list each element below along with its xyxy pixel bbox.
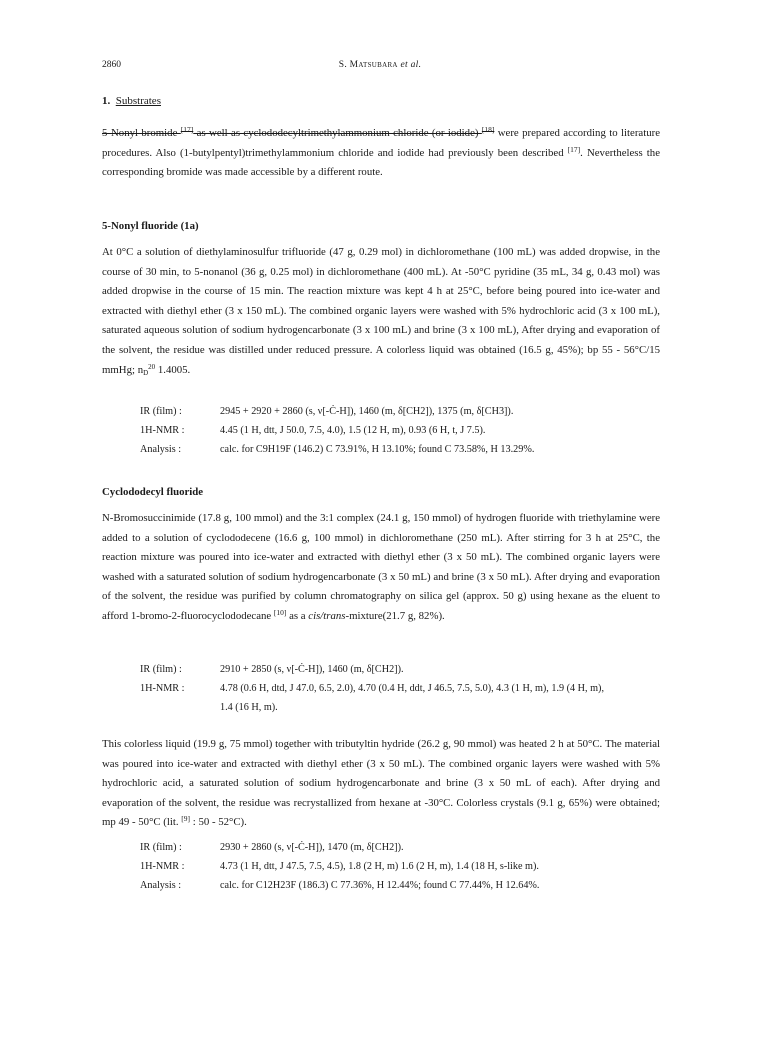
citation: [10]: [273, 607, 287, 617]
running-header: [102, 60, 658, 74]
ir-row: IR (film) : 2930 + 2860 (s, ν[-Ċ-H]), 1470 (m, δ[CH2]).: [140, 842, 404, 853]
analysis-row: Analysis : calc. for C12H23F (186.3) C 77.36%, H 12.44%; found C 77.44%, H 12.64%.: [140, 880, 540, 891]
compound-heading: Cyclododecyl fluoride: [102, 486, 204, 498]
analysis-row: Analysis : calc. for C9H19F (146.2) C 73.91%, H 13.10%; found C 73.58%, H 13.29%.: [140, 444, 535, 455]
section-heading: 1. Substrates: [102, 95, 161, 107]
citation: [17]: [567, 144, 581, 154]
compound-heading: 5-Nonyl fluoride (1a): [102, 220, 199, 232]
spectral-data: [140, 660, 660, 717]
ir-row: IR (film) : 2945 + 2920 + 2860 (s, ν[-Ċ-H]), 1460 (m, δ[CH2]), 1375 (m, δ[CH3]).: [140, 406, 514, 417]
intro-paragraph: 5-Nonyl bromide [17] as well as cyclododecyltrimethylammonium chloride (or iodide) [18] were prepared according to literature procedures. Also (1-butylpentyl)trimethylammonium chloride and iodide had previously been described [17]. Nevertheless the corresponding bromide was made accessible by a different route.: [102, 125, 660, 179]
citation: [18]: [481, 125, 495, 134]
procedure-paragraph: N-Bromosuccinimide (17.8 g, 100 mmol) and the 3:1 complex (24.1 g, 150 mmol) of hydrogen fluoride with triethylamine were added to a solution of cyclododecene (16.6 g, 100 mmol) in dichloromethane (250 mL). After stirring for 3 h at 25°C, the reaction mixture was poured into ice-water and extracted with diethyl ether (3 x 50 mL). The combined organic layers were washed with a saturated solution of sodium hydrogencarbonate (3 x 50 mL) and brine (3 x 50 mL). After drying and evaporation of the solvent, the residue was purified by column chromatography on silica gel (approx. 50 g) using hexane as the eluent to afford 1-bromo-2-fluorocyclododecane [10] as a cis/trans-mixture(21.7 g, 82%).: [102, 512, 660, 622]
nmr-continuation: 1.4 (16 H, m).: [220, 702, 278, 713]
nmr-row: 1H-NMR : 4.45 (1 H, dtt, J 50.0, 7.5, 4.0), 1.5 (12 H, m), 0.93 (6 H, t, J 7.5).: [140, 425, 486, 436]
citation: [9]: [181, 814, 191, 824]
section-title: Substrates: [115, 95, 161, 107]
procedure-paragraph: This colorless liquid (19.9 g, 75 mmol) together with tributyltin hydride (26.2 g, 90 mmol) was heated 2 h at 50°C. The material was poured into ice-water and extracted with diethyl ether (3 x 50 mL). The combined organic layers were washed with 5% hydrochloric acid, a saturated solution of sodium hydrogencarbonate and brine (3 x 50 mL of each). After drying and evaporation of the solvent, the residue was recrystallized from hexane at -30°C. Colorless crystals (9.1 g, 65%) were obtained; mp 49 - 50°C (lit. [9] : 50 - 52°C).: [102, 738, 660, 829]
nmr-row: 1H-NMR : 4.78 (0.6 H, dtd, J 47.0, 6.5, 2.0), 4.70 (0.4 H, ddt, J 46.5, 7.5, 5.0), 4.3 (1 H, m), 1.9 (4 H, m),: [140, 683, 604, 694]
running-authors: S. Matsubara et al.: [338, 60, 422, 70]
ir-row: IR (film) : 2910 + 2850 (s, ν[-Ċ-H]), 1460 (m, δ[CH2]).: [140, 664, 404, 675]
nmr-row: 1H-NMR : 4.73 (1 H, dtt, J 47.5, 7.5, 4.5), 1.8 (2 H, m) 1.6 (2 H, m), 1.4 (18 H, s-like m).: [140, 861, 539, 872]
page-number: 2860: [102, 60, 121, 70]
procedure-paragraph: At 0°C a solution of diethylaminosulfur trifluoride (47 g, 0.29 mol) in dichloromethane (100 mL) was added dropwise, in the course of 30 min, to 5-nonanol (36 g, 0.25 mol) in dichloromethane (400 mL). At -50°C pyridine (35 mL, 34 g, 0.43 mol) was added dropwise in the course of 15 min. The reaction mixture was kept 4 h at 25°C, before being poured into ice-water and extracted with diethyl ether (3 x 150 mL). The combined organic layers were washed with 5% hydrochloric acid (3 x 100 mL), saturated aqueous solution of sodium hydrogencarbonate (3 x 100 mL) and brine (3 x 100 mL), After drying and evaporation of the solvent, the residue was distilled under reduced pressure. A colorless liquid was obtained (16.5 g, 45%); bp 55 - 56°C/15 mmHg; $n_D^{20}$ 1.4005.: [102, 246, 660, 377]
spectral-data: [140, 402, 660, 459]
citation: [17]: [180, 125, 194, 134]
spectral-data: [140, 838, 660, 895]
